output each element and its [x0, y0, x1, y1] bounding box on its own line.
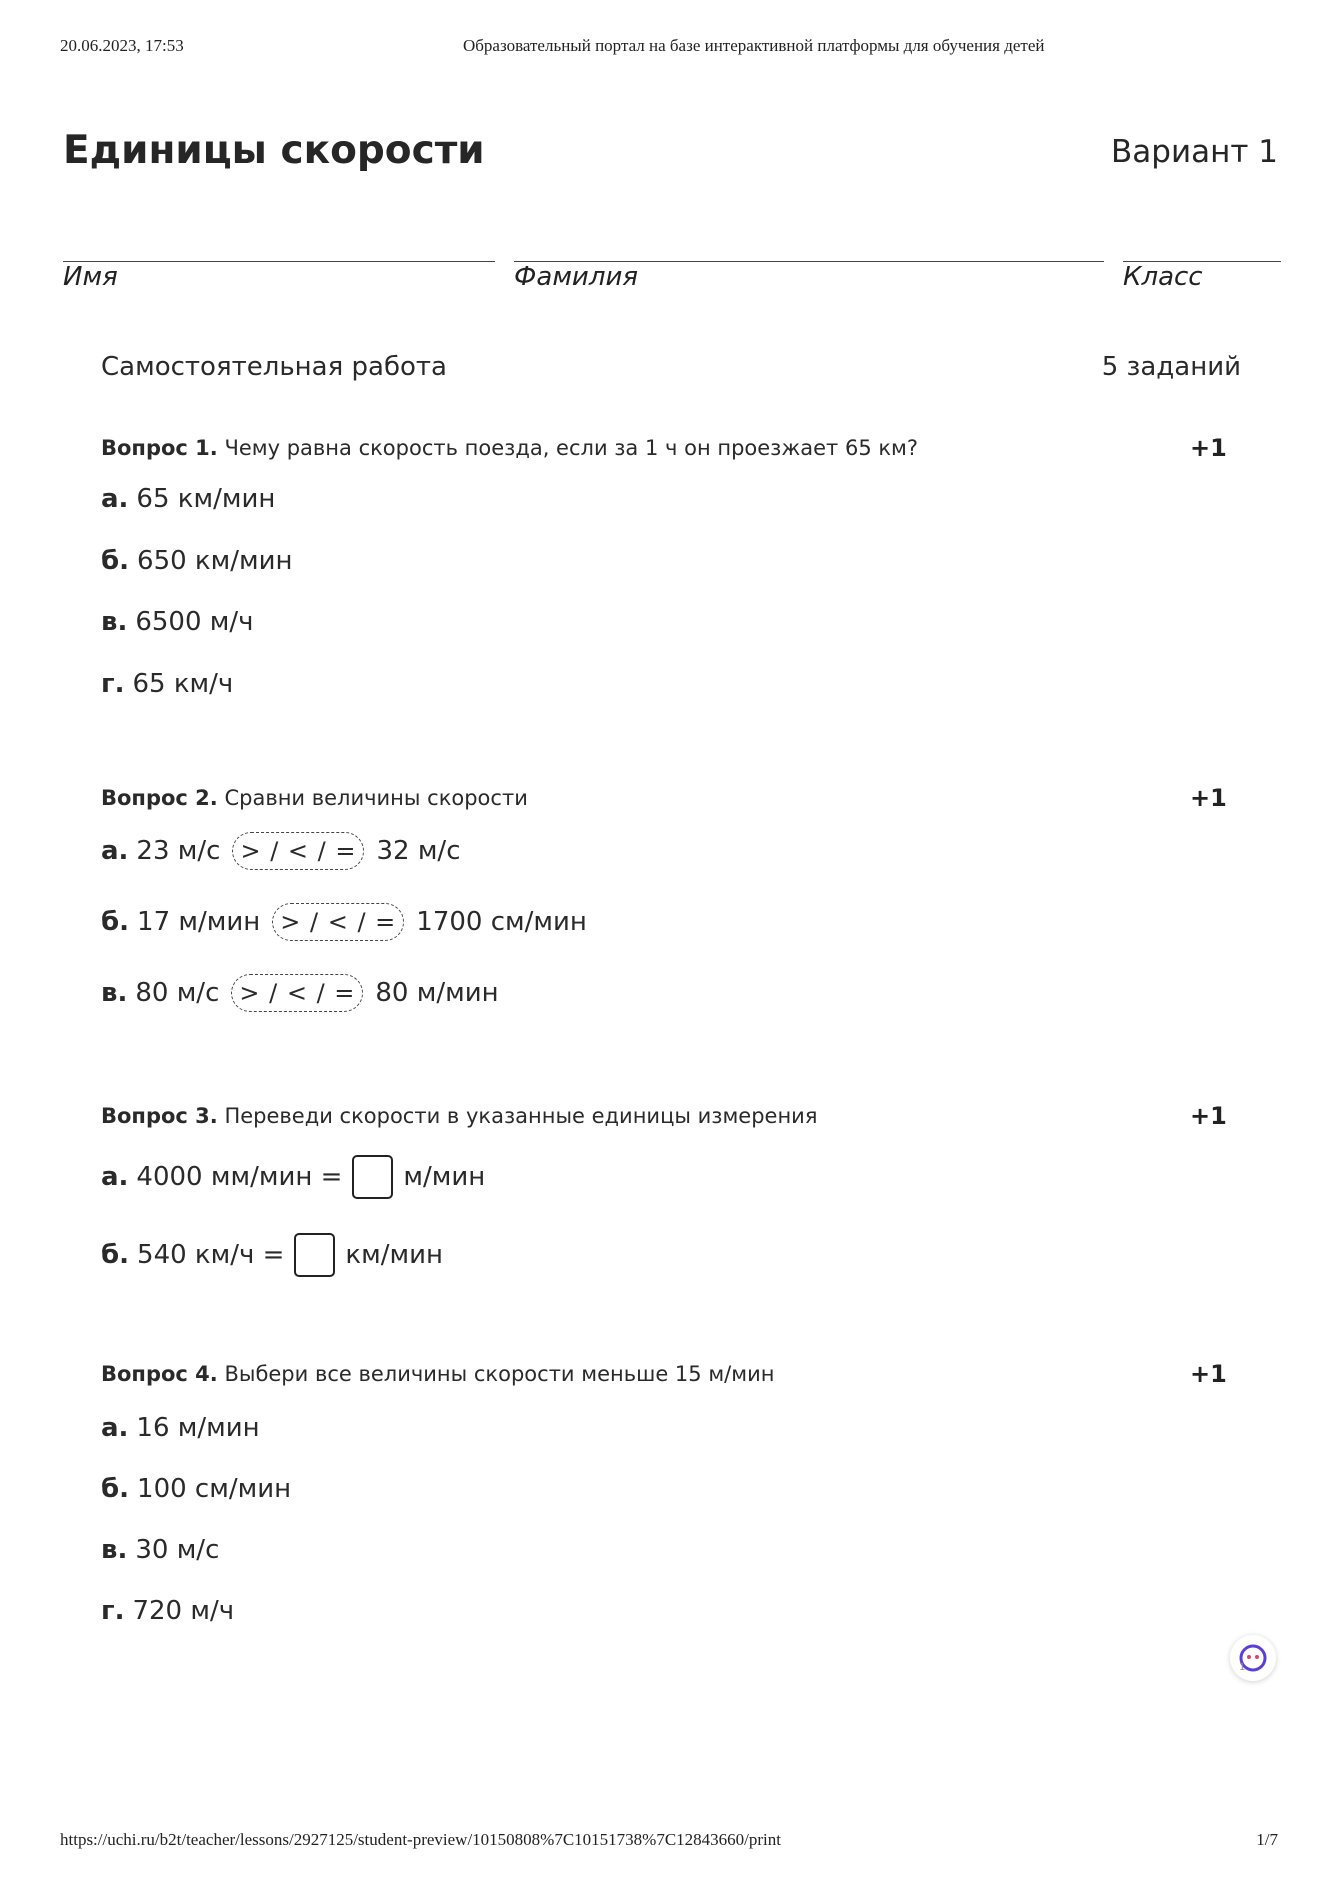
- print-page-number: 1/7: [1256, 1830, 1278, 1849]
- row-letter: б.: [101, 907, 130, 937]
- right-value: 32 м/с: [376, 836, 461, 866]
- left-value: 23 м/с: [136, 836, 221, 866]
- q2-row-c: [101, 974, 499, 1012]
- question-1-heading: [101, 436, 918, 460]
- question-1-points: +1: [1190, 434, 1227, 462]
- option-letter: в.: [101, 607, 128, 637]
- row-letter: а.: [101, 1162, 129, 1192]
- unit-label: м/мин: [403, 1162, 486, 1192]
- question-label: Вопрос 1.: [101, 436, 218, 460]
- option-text: 100 см/мин: [137, 1474, 292, 1504]
- q1-option-a[interactable]: [101, 484, 275, 514]
- question-4-heading: [101, 1362, 774, 1386]
- page-title: Единицы скорости: [63, 128, 485, 173]
- option-text: 720 м/ч: [132, 1596, 235, 1626]
- variant-label: Вариант 1: [1111, 134, 1278, 170]
- left-value: 540 км/ч =: [137, 1240, 285, 1270]
- right-value: 1700 см/мин: [416, 907, 587, 937]
- row-letter: б.: [101, 1240, 130, 1270]
- option-letter: б.: [101, 546, 130, 576]
- option-letter: г.: [101, 669, 125, 699]
- option-letter: а.: [101, 484, 129, 514]
- assistant-button[interactable]: [1230, 1635, 1276, 1681]
- name-field-line: [63, 261, 495, 262]
- q4-option-a[interactable]: [101, 1413, 260, 1443]
- q4-option-d[interactable]: [101, 1596, 234, 1626]
- question-text: Сравни величины скорости: [224, 786, 528, 810]
- question-text: Чему равна скорость поезда, если за 1 ч он проезжает 65 км?: [224, 436, 919, 460]
- q1-option-d[interactable]: [101, 669, 233, 699]
- option-letter: в.: [101, 1535, 128, 1565]
- section-title: Самостоятельная работа: [101, 352, 447, 382]
- q2-row-b: [101, 903, 587, 941]
- unit-label: км/мин: [345, 1240, 444, 1270]
- print-datetime: 20.06.2023, 17:53: [60, 36, 184, 55]
- option-text: 16 м/мин: [136, 1413, 260, 1443]
- question-3-points: +1: [1190, 1102, 1227, 1130]
- option-text: 650 км/мин: [137, 546, 293, 576]
- print-site-title: Образовательный портал на базе интерактивной платформы для обучения детей: [463, 36, 1045, 55]
- question-2-points: +1: [1190, 784, 1227, 812]
- option-text: 6500 м/ч: [135, 607, 254, 637]
- print-url: https://uchi.ru/b2t/teacher/lessons/2927125/student-preview/10150808%7C10151738%7C12843660/print: [60, 1830, 782, 1849]
- assistant-badge: 1: [1239, 1662, 1246, 1673]
- compare-selector[interactable]: > / < / =: [232, 832, 364, 870]
- row-letter: в.: [101, 978, 128, 1008]
- left-value: 17 м/мин: [137, 907, 261, 937]
- option-text: 65 км/ч: [132, 669, 234, 699]
- class-field-label: Класс: [1123, 262, 1203, 292]
- task-count: 5 заданий: [1101, 352, 1241, 382]
- option-text: 65 км/мин: [136, 484, 276, 514]
- question-label: Вопрос 2.: [101, 786, 218, 810]
- option-text: 30 м/с: [135, 1535, 220, 1565]
- left-value: 4000 мм/мин =: [136, 1162, 343, 1192]
- question-text: Выбери все величины скорости меньше 15 м/мин: [224, 1362, 775, 1386]
- surname-field-label: Фамилия: [514, 262, 638, 292]
- q3-row-a: [101, 1155, 485, 1199]
- question-4-points: +1: [1190, 1360, 1227, 1388]
- question-label: Вопрос 4.: [101, 1362, 218, 1386]
- compare-selector[interactable]: > / < / =: [272, 903, 404, 941]
- question-2-heading: [101, 786, 528, 810]
- left-value: 80 м/с: [135, 978, 220, 1008]
- q1-option-c[interactable]: [101, 607, 254, 637]
- q2-row-a: [101, 832, 461, 870]
- answer-input-box[interactable]: [294, 1233, 335, 1277]
- option-letter: а.: [101, 1413, 129, 1443]
- q4-option-c[interactable]: [101, 1535, 219, 1565]
- answer-input-box[interactable]: [352, 1155, 393, 1199]
- row-letter: а.: [101, 836, 129, 866]
- name-field-label: Имя: [63, 262, 118, 292]
- q3-row-b: [101, 1233, 443, 1277]
- option-letter: г.: [101, 1596, 125, 1626]
- question-3-heading: [101, 1104, 817, 1128]
- q4-option-b[interactable]: [101, 1474, 291, 1504]
- question-text: Переведи скорости в указанные единицы измерения: [224, 1104, 818, 1128]
- compare-selector[interactable]: > / < / =: [231, 974, 363, 1012]
- option-letter: б.: [101, 1474, 130, 1504]
- q1-option-b[interactable]: [101, 546, 293, 576]
- question-label: Вопрос 3.: [101, 1104, 218, 1128]
- right-value: 80 м/мин: [375, 978, 499, 1008]
